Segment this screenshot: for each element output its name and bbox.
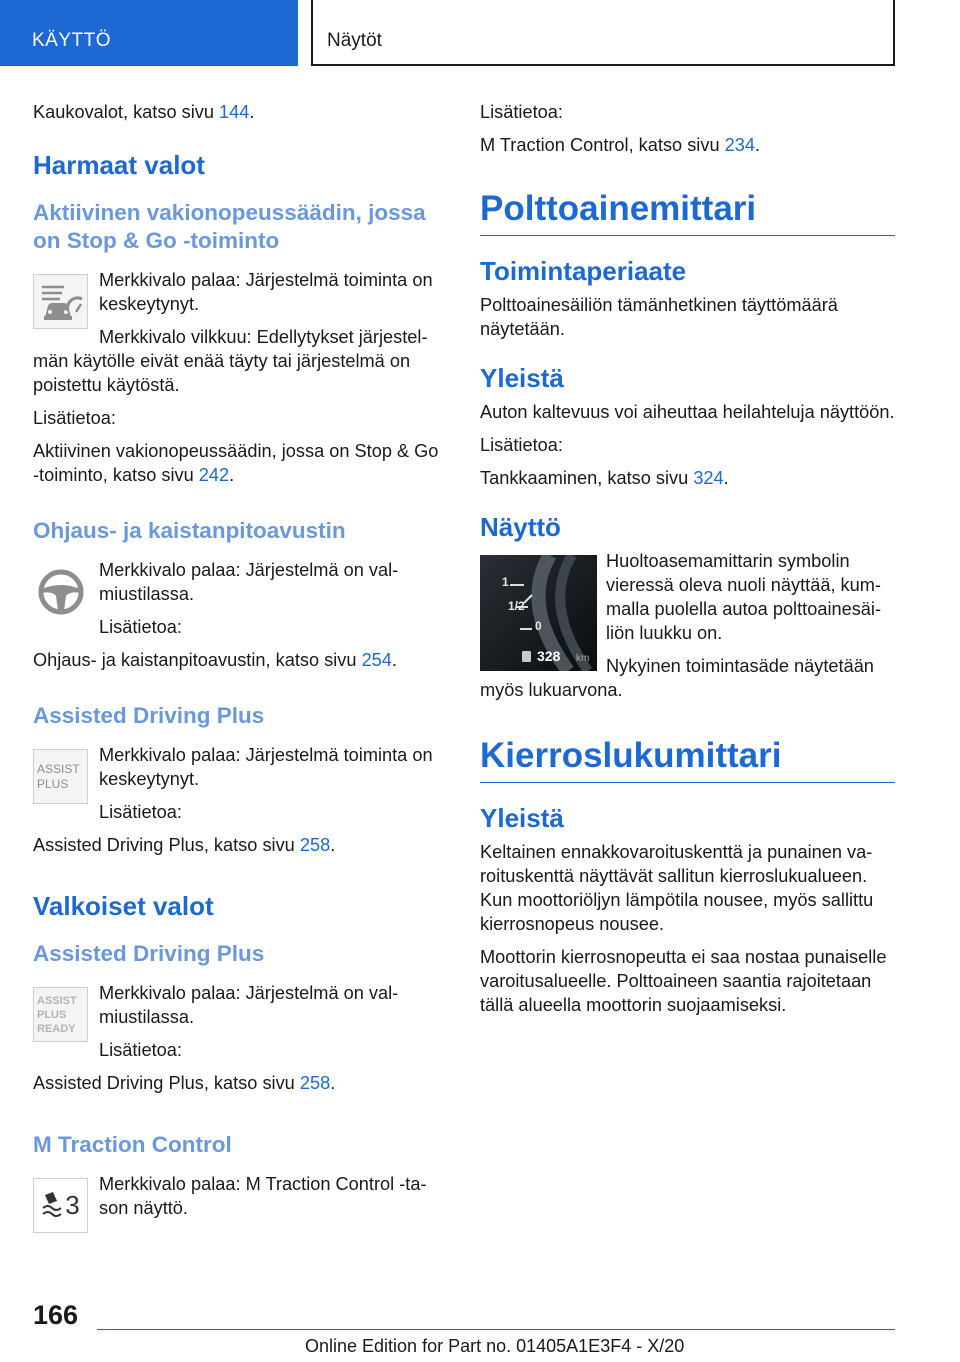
assist-plus-ready-icon: ASSIST PLUS READY (33, 987, 88, 1042)
fuel-principle-heading: Toimintaperiaate (480, 256, 687, 286)
fuel-general-text: Auton kaltevuus voi aiheuttaa heilahteluja näyttöön. (480, 402, 895, 422)
page-link[interactable]: 254 (361, 650, 392, 670)
acc-entry (33, 268, 447, 397)
adp-info-label: Lisätietoa: (99, 802, 182, 822)
right-column (480, 100, 895, 1026)
tachometer-text-2: Moottorin kierrosnopeutta ei saa nostaa punaiselle varoitusalueelle. Polttoaineen saantia rajoitetaan tällä alueella moottorin suojaamiseksi. (480, 947, 887, 1015)
page-link[interactable]: 144 (219, 102, 250, 122)
fuel-pump-icon (522, 651, 531, 662)
steering-wheel-icon (33, 564, 88, 619)
footer-divider (97, 1329, 895, 1330)
header-chapter-label: Näytöt (327, 30, 382, 51)
white-lights-heading: Valkoiset valot (33, 891, 214, 921)
adp-heading: Assisted Driving Plus (33, 703, 265, 728)
adp-ready-info-label: Lisätietoa: (99, 1040, 182, 1060)
acc-reference: Aktiivinen vakionopeussäädin, jossa on Stop & Go -toiminto, katso sivu 242. (33, 441, 439, 485)
gauge-label-half: 1/2 (508, 599, 525, 613)
traction-control-icon: 3 (33, 1178, 88, 1233)
mtc-text-1: Merkkivalo palaa: M Traction Control -tason näyttö. (99, 1174, 427, 1218)
tachometer-heading: Kierroslukumittari (480, 736, 895, 783)
fuel-info-label: Lisätietoa: (480, 435, 563, 455)
adp-ready-heading: Assisted Driving Plus (33, 941, 265, 966)
steering-heading: Ohjaus- ja kaistanpitoavustin (33, 518, 346, 543)
gauge-label-full: 1 (502, 575, 509, 589)
steering-entry (33, 558, 447, 639)
fuel-gauge-image (480, 555, 597, 671)
header-section-tab (0, 0, 298, 66)
fuel-display-text-2: Nykyinen toimintasäde näytetään myös lukuarvona. (480, 656, 874, 700)
tachometer-general-heading: Yleistä (480, 803, 564, 833)
acc-heading: Aktiivinen vakionopeussäädin, jossa on Stop & Go -toiminto (33, 200, 426, 253)
page-link[interactable]: 324 (693, 468, 724, 488)
adp-ready-reference: Assisted Driving Plus, katso sivu 258. (33, 1073, 336, 1093)
steering-reference: Ohjaus- ja kaistanpitoavustin, katso sivu 254. (33, 650, 397, 670)
mtc-entry (33, 1172, 447, 1228)
gauge-label-empty: 0 (535, 619, 542, 633)
mtc-heading: M Traction Control (33, 1132, 232, 1157)
header-section-label: KÄYTTÖ (32, 30, 112, 51)
adp-ready-entry (33, 981, 447, 1062)
page-link[interactable]: 258 (299, 835, 331, 855)
fuel-reference: Tankkaaminen, katso sivu 324. (480, 468, 729, 488)
acc-info-label: Lisätietoa: (33, 408, 116, 428)
steering-text-1: Merkkivalo palaa: Järjestelmä on valmiustilassa. (99, 560, 399, 604)
fuel-display-heading: Näyttö (480, 512, 561, 542)
fuel-general-heading: Yleistä (480, 363, 564, 393)
acc-indicator-icon (33, 274, 88, 329)
header-chapter-tab (311, 0, 895, 66)
steering-info-label: Lisätietoa: (99, 617, 182, 637)
mtc-reference: M Traction Control, katso sivu 234. (480, 135, 761, 155)
page-number: 166 (33, 1300, 79, 1330)
adp-entry (33, 743, 447, 824)
assist-plus-icon: ASSIST PLUS (33, 749, 88, 804)
fuel-display-text-1: Huoltoasemamittarin symbolin vieressä oleva nuoli näyttää, kummalla puolella autoa polttoainesäiliön luukku on. (606, 551, 882, 643)
tachometer-text-1: Keltainen ennakkovaroituskenttä ja punainen varoituskenttä näyttävät sallitun kierroslukualueen. Kun moottoriöljyn lämpötila nousee, myös sallittu kierrosnopeus nousee. (480, 842, 874, 934)
mtc-info-label: Lisätietoa: (480, 102, 563, 122)
gauge-range-unit: km (576, 653, 590, 664)
fuel-display-entry (480, 549, 895, 702)
fuel-principle-text: Polttoainesäiliön tämänhetkinen täyttömäärä näytetään. (480, 295, 838, 339)
page-link[interactable]: 234 (724, 135, 755, 155)
grey-lights-heading: Harmaat valot (33, 150, 205, 180)
footer-edition: Online Edition for Part no. 01405A1E3F4 - X/20 (305, 1336, 685, 1356)
adp-ready-text-1: Merkkivalo palaa: Järjestelmä on valmiustilassa. (99, 983, 399, 1027)
adp-reference: Assisted Driving Plus, katso sivu 258. (33, 835, 336, 855)
fuel-gauge-heading: Polttoainemittari (480, 189, 895, 236)
acc-text-1: Merkkivalo palaa: Järjestelmä toiminta on keskeytynyt. (99, 270, 433, 314)
intro-paragraph: Kaukovalot, katso sivu 144. (33, 102, 255, 122)
page-link[interactable]: 242 (198, 465, 230, 485)
page-link[interactable]: 258 (299, 1073, 331, 1093)
left-column (33, 100, 447, 1236)
gauge-range-value: 328 (537, 648, 561, 664)
acc-text-2: Merkkivalo vilkkuu: Edellytykset järjestelmän käytölle eivät enää täyty tai järjestelmä on poistettu käytöstä. (33, 327, 428, 395)
adp-text-1: Merkkivalo palaa: Järjestelmä toiminta on keskeytynyt. (99, 745, 433, 789)
